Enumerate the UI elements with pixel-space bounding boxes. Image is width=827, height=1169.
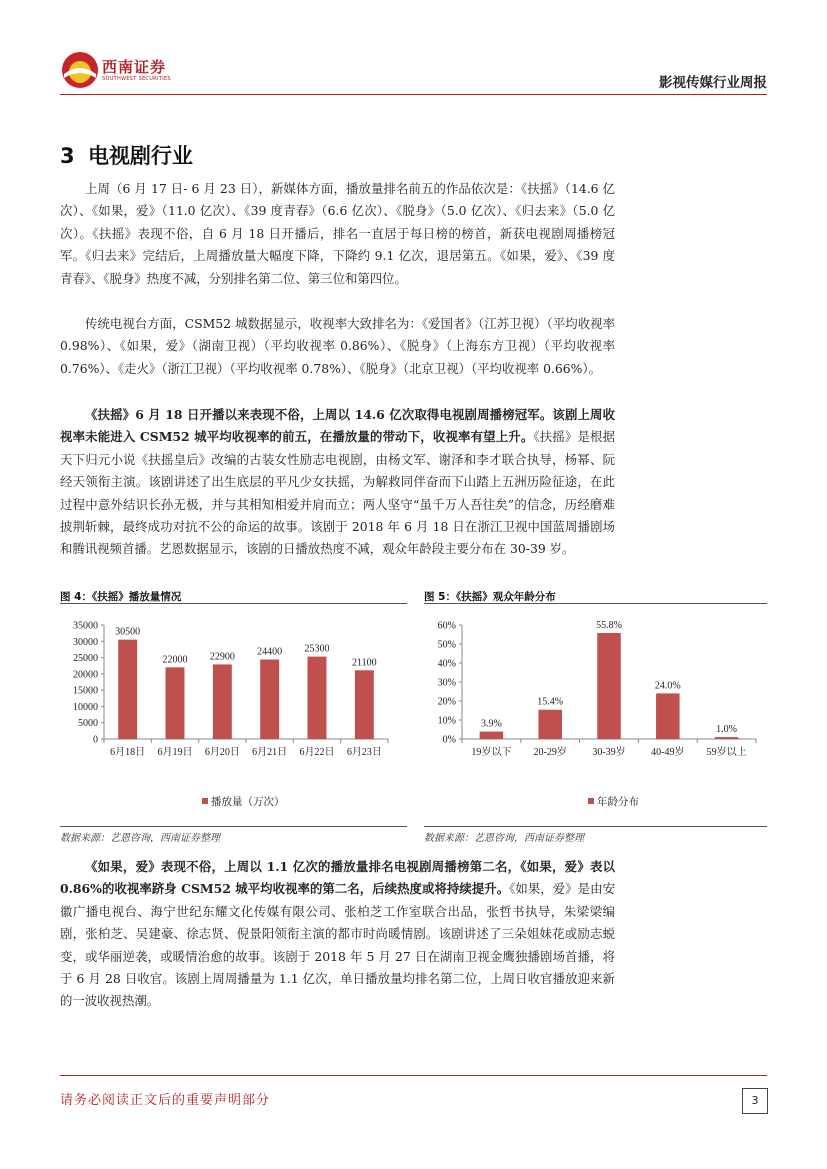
bar — [715, 737, 739, 739]
section-heading — [60, 140, 193, 170]
x-tick-label: 6月18日 — [110, 747, 146, 758]
data-label: 15.4% — [537, 696, 564, 708]
y-tick-label: 30% — [437, 677, 456, 689]
bar — [355, 670, 374, 739]
paragraph-bold-lead: 《扶摇》6 月 18 日开播以来表现不俗，上周以 14.6 亿次取得电视剧周播榜冠军。该剧上周收视率未能进入 CSM52 城平均收视率的前五，在播放量的带动下，收视率有望上升。 — [60, 407, 615, 445]
y-tick-label: 20000 — [73, 669, 98, 681]
bar — [166, 667, 185, 739]
figure-top-rule-right — [424, 603, 767, 604]
data-label: 22900 — [209, 651, 235, 663]
paragraph-fuyao — [60, 404, 615, 561]
logo-en: SOUTHWEST SECURITIES — [102, 76, 171, 82]
figure-4-source: 数据来源：艺恩咨询，西南证券整理 — [60, 833, 220, 844]
x-tick-label: 20-29岁 — [533, 747, 567, 758]
y-tick-label: 0 — [93, 734, 98, 746]
bar — [656, 693, 680, 739]
data-label: 24.0% — [654, 680, 681, 692]
x-tick-label: 19岁以下 — [471, 747, 512, 758]
figure-bottom-rule-right — [424, 826, 767, 827]
y-tick-label: 20% — [437, 696, 456, 708]
bar — [597, 633, 621, 739]
figure-4-chart — [60, 606, 407, 824]
paragraph-bold-lead: 《如果，爱》表现不俗，上周以 1.1 亿次的播放量排名电视剧周播榜第二名，《如果，爱》表以 0.86%的收视率跻身 CSM52 城平均收视率的第二名，后续热度或将持续提升。 — [60, 859, 615, 897]
header-divider — [60, 94, 767, 95]
y-tick-label: 15000 — [73, 685, 98, 697]
data-label: 55.8% — [596, 619, 622, 631]
bar — [480, 732, 504, 739]
y-tick-label: 5000 — [78, 718, 98, 730]
paragraph-text: 《如果，爱》是由安徽广播电视台、海宁世纪东耀文化传媒有限公司、张柏芝工作室联合出品，张哲书执导，朱梁梁编剧，张柏芝、吴建豪、徐志贤、倪景阳领衔主演的都市时尚暖情剧。该剧讲述了三朵姐妹花或励志蜕变，或华丽逆袭，或暖情治愈的故事。该剧于 2018 年 5 月 27 日在湖南卫视金鹰独播剧场首播，将于 6 月 28 日收官。该剧上周周播量为 1.1 亿次，单日播放量均排名第二位，上周日收官播放迎来新的一波收视热潮。 — [60, 881, 615, 1009]
section-title: 电视剧行业 — [87, 144, 193, 168]
figure-4-title: 图 4：《扶摇》播放量情况 — [60, 591, 182, 603]
page-number — [742, 1088, 768, 1114]
bar — [118, 640, 137, 739]
data-label: 1.0% — [716, 724, 738, 736]
data-label: 30500 — [115, 626, 141, 638]
y-tick-label: 50% — [437, 639, 456, 651]
footer-divider — [60, 1075, 767, 1076]
legend-label: 年龄分布 — [597, 797, 639, 808]
data-label: 25300 — [304, 643, 330, 655]
y-tick-label: 25000 — [73, 653, 98, 665]
data-label: 21100 — [352, 657, 377, 669]
paragraph-text: 上周（6 月 17 日- 6 月 23 日），新媒体方面，播放量排名前五的作品依次是：《扶摇》（14.6 亿次）、《如果，爱》（11.0 亿次）、《39 度青春》（6.6 亿次）、《脱身》（5.0 亿次）、《归去来》（5.0 亿次）。《扶摇》表现不俗，自 6 月 18 日开播后，排名一直居于每日榜的榜首，新获电视剧周播榜冠军。《归去来》完结后，上周播放量大幅度下降，下降约 9.1 亿次，退居第五。《如果，爱》、《39 度青春》、《脱身》热度不减，分别排名第二位、第三位和第四位。 — [60, 181, 615, 286]
paragraph-ruguo-ai — [60, 856, 615, 1013]
section-number: 3 — [60, 144, 75, 168]
paragraph-tv-stations — [60, 313, 615, 380]
logo-cn: 西南证券 — [102, 58, 167, 76]
page-number-text: 3 — [751, 1094, 759, 1107]
legend-swatch — [202, 798, 208, 804]
x-tick-label: 40-49岁 — [651, 747, 685, 758]
paragraph-text: 传统电视台方面，CSM52 城数据显示，收视率大致排名为：《爱国者》（江苏卫视）（平均收视率 0.98%）、《如果，爱》（湖南卫视）（平均收视率 0.86%）、《脱身》（上海东方卫视）（平均收视率 0.76%）、《走火》（浙江卫视）（平均收视率 0.78%）、《脱身》（北京卫视）（平均收视率 0.66%）。 — [60, 316, 615, 376]
x-tick-label: 6月23日 — [346, 747, 382, 758]
x-tick-label: 59岁以上 — [706, 747, 747, 758]
y-tick-label: 0% — [442, 734, 456, 746]
report-title: 影视传媒行业周报 — [659, 75, 767, 91]
y-tick-label: 40% — [437, 658, 456, 670]
x-tick-label: 6月19日 — [157, 747, 193, 758]
legend-swatch — [588, 798, 594, 804]
footer-notice: 请务必阅读正文后的重要声明部分 — [60, 1093, 271, 1108]
bar — [308, 657, 327, 739]
paragraph-new-media — [60, 178, 615, 290]
data-label: 24400 — [257, 646, 283, 658]
figure-5-chart — [424, 606, 767, 824]
x-tick-label: 30-39岁 — [592, 747, 626, 758]
y-tick-label: 60% — [437, 620, 456, 632]
figure-5-title: 图 5：《扶摇》观众年龄分布 — [424, 591, 556, 603]
figure-top-rule-left — [60, 603, 407, 604]
bar — [538, 710, 562, 739]
y-tick-label: 10000 — [73, 701, 98, 713]
paragraph-text: 《扶摇》是根据天下归元小说《扶摇皇后》改编的古装女性励志电视剧，由杨文军、谢泽和李才联合执导，杨幂、阮经天领衔主演。该剧讲述了出生底层的平凡少女扶摇，为解救同伴奋而下山踏上五洲历险征途，在此过程中意外结识长孙无极，并与其相知相爱并肩而立；两人坚守“虽千万人吾往矣”的信念，历经磨难披荆斩棘，最终成功对抗不公的命运的故事。该剧于 2018 年 6 月 18 日在浙江卫视中国蓝周播剧场和腾讯视频首播。艺恩数据显示，该剧的日播放热度不减，观众年龄段主要分布在 30-39 岁。 — [60, 429, 615, 557]
y-tick-label: 35000 — [73, 620, 98, 632]
legend-label: 播放量（万次） — [211, 797, 285, 808]
data-label: 3.9% — [480, 718, 502, 730]
company-logo — [60, 50, 190, 90]
data-label: 22000 — [162, 654, 188, 666]
figure-bottom-rule-left — [60, 826, 407, 827]
y-tick-label: 10% — [437, 715, 456, 727]
x-tick-label: 6月21日 — [252, 747, 288, 758]
bar — [260, 660, 279, 739]
logo-emblem — [60, 50, 100, 90]
x-tick-label: 6月20日 — [204, 747, 240, 758]
x-tick-label: 6月22日 — [299, 747, 335, 758]
y-tick-label: 30000 — [73, 636, 98, 648]
figure-5-source: 数据来源：艺恩咨询，西南证券整理 — [424, 833, 584, 844]
bar — [213, 664, 232, 739]
